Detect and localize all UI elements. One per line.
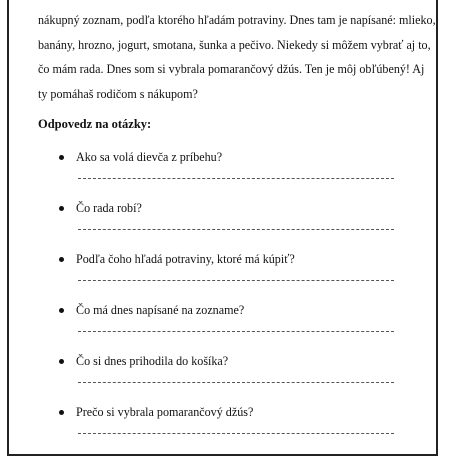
bullet-icon [59, 155, 64, 160]
story-line: ty pomáhaš rodičom s nákupom? [38, 86, 198, 101]
question-text: Prečo si vybrala pomarančový džús? [76, 405, 254, 419]
question-text: Podľa čoho hľadá potraviny, ktoré má kúpiť? [76, 252, 295, 266]
question-item [0, 403, 450, 453]
answer-line[interactable] [78, 433, 394, 434]
question-text: Čo si dnes prihodila do košíka? [76, 354, 229, 368]
bullet-icon [59, 308, 64, 313]
bullet-icon [59, 206, 64, 211]
question-item [0, 301, 450, 351]
answer-line[interactable] [78, 280, 394, 281]
answer-line[interactable] [78, 229, 394, 230]
answer-line[interactable] [78, 178, 394, 179]
question-text: Čo rada robí? [76, 201, 142, 215]
question-text: Ako sa volá dievča z príbehu? [76, 150, 223, 164]
bullet-icon [59, 359, 64, 364]
story-line: nákupný zoznam, podľa ktorého hľadám potraviny. Dnes tam je napísané: mlieko, [38, 13, 436, 27]
answer-line[interactable] [78, 382, 394, 383]
question-item [0, 148, 450, 198]
story-text [38, 8, 436, 106]
answer-line[interactable] [78, 331, 394, 332]
question-item [0, 199, 450, 249]
questions-heading: Odpovedz na otázky: [38, 117, 152, 131]
bullet-icon [59, 257, 64, 262]
story-line: banány, hrozno, jogurt, smotana, šunka a pečivo. Niekedy si môžem vybrať aj to, [38, 37, 431, 52]
question-item [0, 250, 450, 300]
question-text: Čo má dnes napísané na zozname? [76, 303, 245, 317]
question-item [0, 352, 450, 402]
story-line: čo mám rada. Dnes som si vybrala pomarančový džús. Ten je môj obľúbený! Aj [38, 62, 425, 76]
bullet-icon [59, 410, 64, 415]
